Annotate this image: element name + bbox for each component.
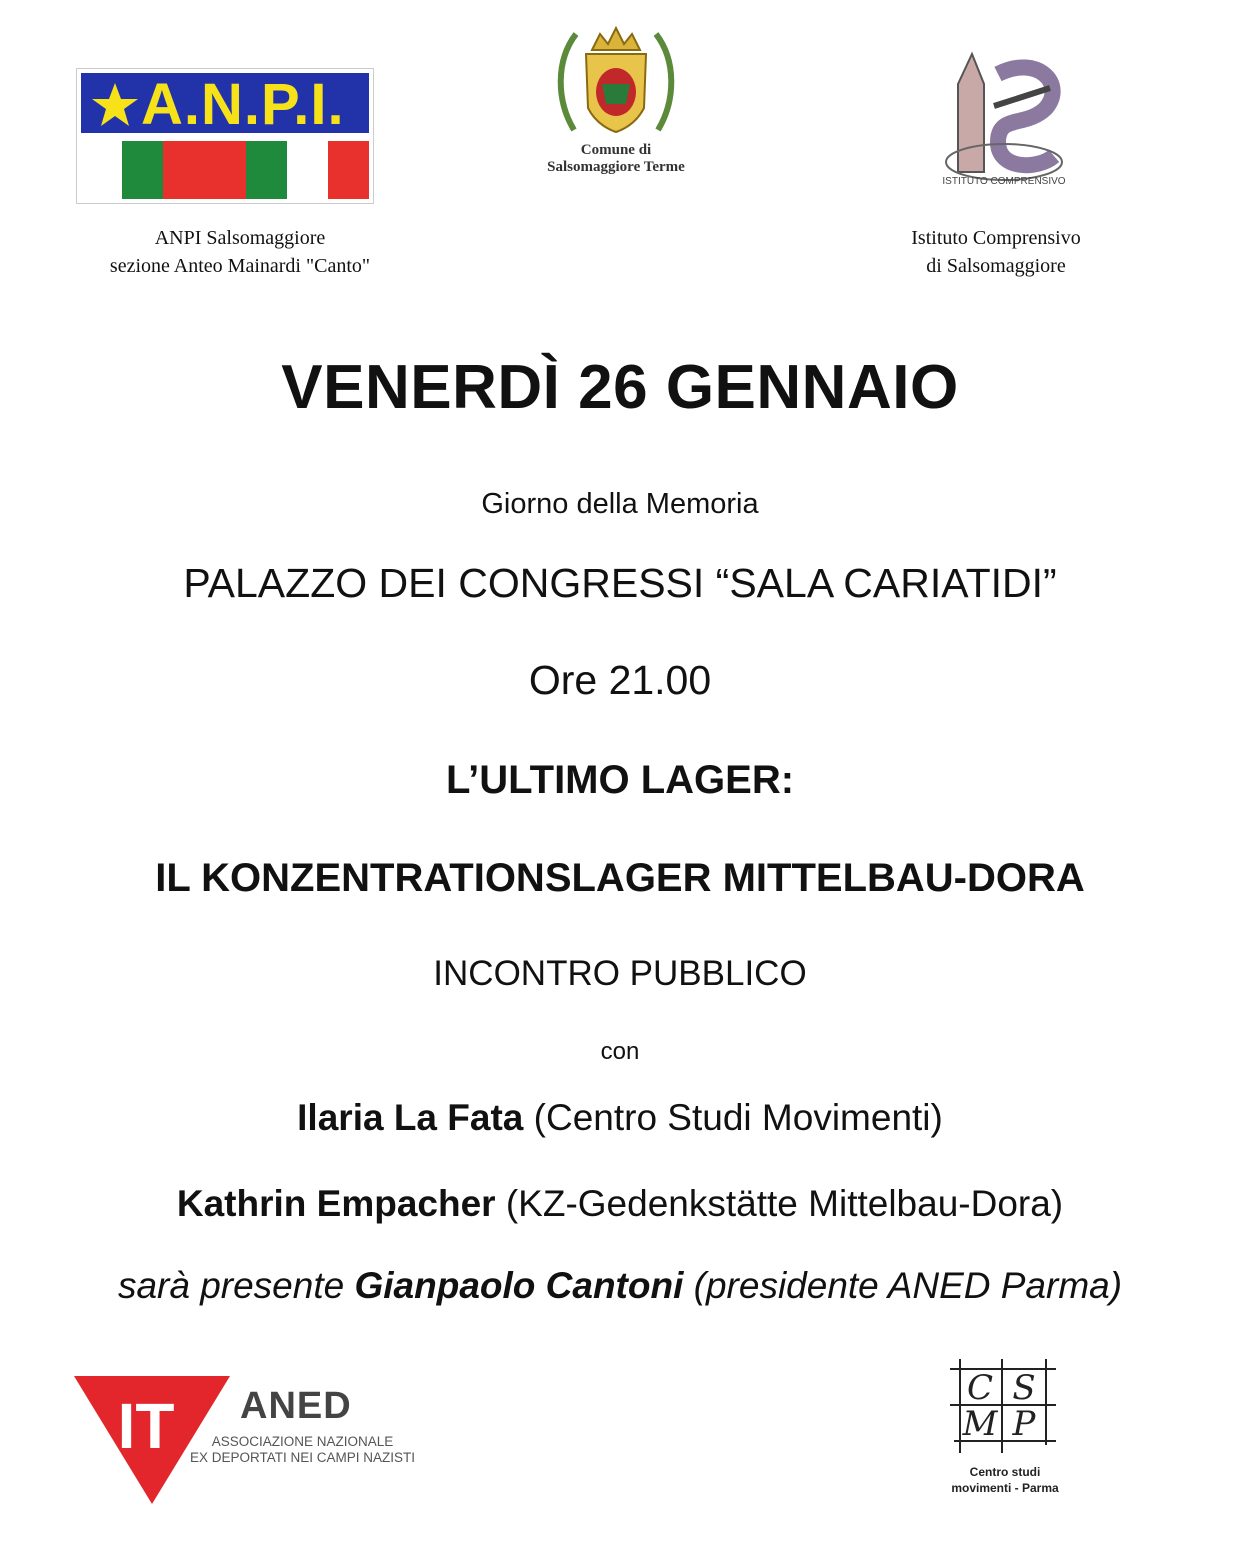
comune-caption (516, 142, 716, 176)
event-time: Ore 21.00 (528, 657, 712, 703)
guest-name: Gianpaolo Cantoni (354, 1265, 684, 1306)
speaker-affiliation: (KZ-Gedenkstätte Mittelbau-Dora) (505, 1183, 1064, 1224)
csmp-logo (950, 1355, 1060, 1455)
speaker-name: Kathrin Empacher (176, 1183, 496, 1224)
csmp-letter: M (962, 1404, 998, 1444)
anpi-logo-banner (81, 72, 369, 137)
csmp-letter: P (1012, 1404, 1036, 1444)
occasion-label: Giorno della Memoria (481, 488, 759, 520)
comune-caption-line2: Salsomaggiore Terme (547, 159, 685, 175)
guest-role: (presidente ANED Parma) (693, 1265, 1123, 1306)
istituto-caption-line1: Istituto Comprensivo (911, 227, 1081, 249)
with-label: con (600, 1038, 640, 1065)
venue-label: PALAZZO DEI CONGRESSI “SALA CARIATIDI” (183, 560, 1057, 606)
guest-entry (0, 1265, 1240, 1307)
speaker-entry (0, 1097, 1240, 1139)
anpi-logo (76, 68, 374, 204)
speaker-entry (0, 1183, 1240, 1225)
comune-caption-line1: Comune di (580, 142, 652, 158)
anpi-caption (70, 224, 410, 280)
csmp-caption-line1: Centro studi (969, 1465, 1041, 1479)
event-type-label: INCONTRO PUBBLICO (433, 954, 807, 993)
anpi-caption-line1: ANPI Salsomaggiore (154, 227, 326, 249)
csmp-letter: S (1012, 1368, 1036, 1408)
aned-title: ANED (240, 1385, 352, 1427)
anpi-logo-text: A.N.P.I. (141, 72, 345, 137)
istituto-logo-text: ISTITUTO COMPRENSIVO (942, 176, 1066, 187)
speaker-name: Ilaria La Fata (297, 1097, 524, 1138)
anpi-caption-line2: sezione Anteo Mainardi "Canto" (109, 255, 371, 277)
speaker-affiliation: (Centro Studi Movimenti) (533, 1097, 943, 1138)
guest-prefix: sarà presente (117, 1265, 345, 1306)
aned-subtitle-line1: ASSOCIAZIONE NAZIONALE (211, 1434, 394, 1449)
istituto-caption (880, 224, 1112, 280)
talk-title-line2: IL KONZENTRATIONSLAGER MITTELBAU-DORA (155, 856, 1085, 900)
istituto-logo-icon (938, 44, 1068, 194)
csmp-caption (940, 1464, 1070, 1496)
talk-title-line1: L’ULTIMO LAGER: (445, 758, 795, 802)
aned-mark-text: IT (117, 1390, 175, 1462)
csmp-letter: C (966, 1368, 994, 1408)
comune-crest-icon (556, 20, 676, 146)
event-date-heading: VENERDÌ 26 GENNAIO (281, 353, 959, 422)
aned-subtitle (190, 1434, 415, 1466)
italian-flag-stripes (81, 141, 369, 199)
aned-subtitle-line2: EX DEPORTATI NEI CAMPI NAZISTI (190, 1450, 416, 1465)
star-icon (87, 77, 143, 133)
istituto-caption-line2: di Salsomaggiore (926, 255, 1066, 277)
csmp-caption-line2: movimenti - Parma (951, 1481, 1059, 1495)
